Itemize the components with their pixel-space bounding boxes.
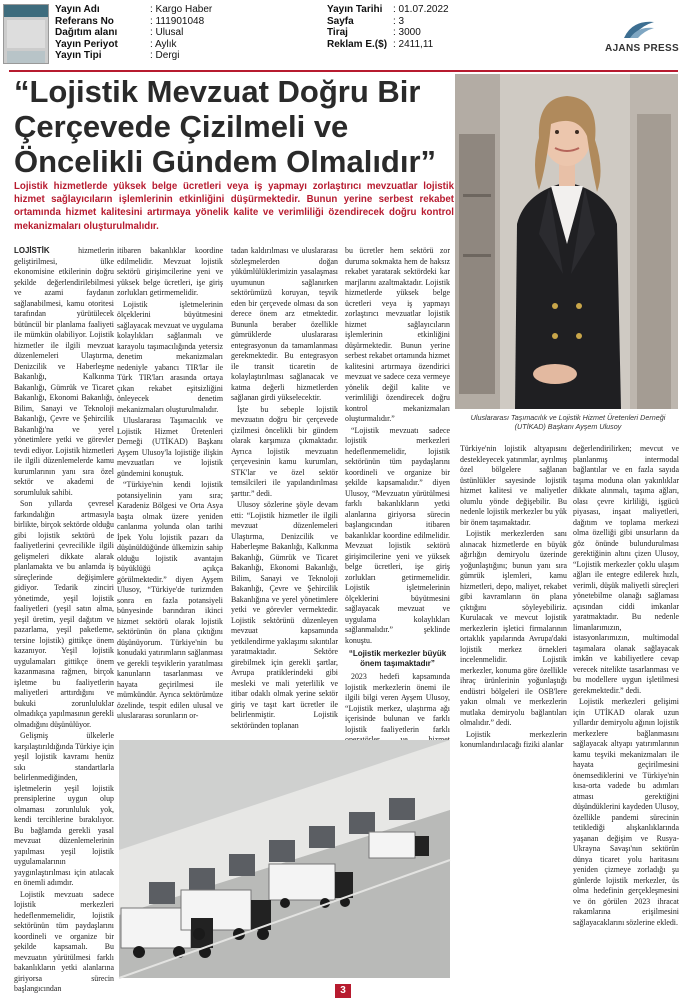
article-column-3 bbox=[231, 246, 338, 730]
meta-value: : 01.07.2022 bbox=[393, 4, 449, 15]
meta-value: : 3000 bbox=[393, 27, 421, 38]
paragraph: İşte bu sebeple lojistik mevzuatın doğru bir çerçevede çizilmesi öncelikli bir gündem olarak karşımıza çıkmaktadır. Ayrıca lojistik mevzuatın çerçevesinin kamu kurumları, STK'lar ve özel sektör temsilcileri ile yapılandırılması şarttır.” dedi. bbox=[231, 404, 338, 498]
paragraph: Lojistik merkezlerden sanı alınacak hizmetlerde en büyük ağırlığın demiryolu üzerinde yoğunlaştığını; bunun yanı sıra gümrük işlemleri, kamu hizmetleri, depo, maliyet, rekabet gibi kavramların ön plana çıktığını söyleyebiliriz. Kurulacak ve mevcut lojistik merkezlerin işletici firmalarının ortaklık yapılarında Avrupa'daki lojistik merkez örnekleri incelenmelidir. Lojistik merkezler, konuma göre özellikle ihraç ürünlerinin yoğunlaştığı endüstri bölgeleri ile OSB'lere yakın olmalı ve merkezlerin mutlaka demiryolu bağlantıları olmalıdır.” dedi. bbox=[460, 529, 567, 727]
meta-value: : 3 bbox=[393, 15, 405, 27]
paragraph: Ulusoy sözlerine şöyle devam etti: “Lojistik hizmetler ile ilgili mevzuat düzenlemeleri Ulaştırma, Denizcilik ve Haberleşme Bakanlığı, Kalkınma Bakanlığı, Gümrük ve Ticaret Bakanlığı, Ekonomi Bakanlığı, Bilim, Sanayi ve Teknoloji Bakanlığı, Çevre ve Şehircilik Bakanlığına ve yerel yönetimlere yetki ve görevler vermektedir. Lojistik sektörünü düzenleyen mevzuat kapsamında yetkilendirme yaklaşımı sıkıntılar yaratmaktadır. Sektöre girebilmek için gerekli şartlar, Avrupa pratiklerindeki gibi mesleki ve mali yeterlilik ve itibar odaklı olmak yerine sektör giriş ve taşıt kart ücretler ile belirlenmiştir. Lojistik sektöründen toplanan bbox=[231, 500, 338, 730]
article-headline: “Lojistik Mevzuat Doğru Bir Çerçevede Çizilmeli ve Öncelikli Gündem Olmalıdır” bbox=[14, 74, 437, 179]
meta-key: Tiraj bbox=[327, 27, 348, 38]
paragraph: itibaren bakanlıklar koordine edilmelidir. Mevzuat lojistik sektörü girişimcilerine yeni ve yüksek belge ücretleri, işe giriş zorlukları getirmemelidir. bbox=[117, 246, 223, 297]
article-column-5 bbox=[460, 444, 567, 992]
meta-key: Yayın Tipi bbox=[55, 50, 102, 61]
section-subhead: “Lojistik merkezler büyük önem taşımaktadır” bbox=[348, 649, 447, 668]
meta-key: Yayın Adı bbox=[55, 4, 100, 15]
paragraph: 2023 hedefi kapsamında lojistik merkezlerin önemi ile ilgili bilgi veren Ayşem Ulusoy, “Lojistik merkez, ulaştırma ağı içerisinde bulunan ve farklı lojistik faaliyetlerin farklı bbox=[345, 672, 450, 734]
paragraph: “Türkiye'nin kendi lojistik potansiyelinin yanı sıra; Karadeniz Bölgesi ve Orta Asya başta olmak üzere yeniden canlanma yolunda olan tarihi İpek Yolu lojistik pazarı da düşünüldüğünde ülkemizin sahip olduğu lojistik avantajın büyüklüğü açıkça görülmektedir.” diyen Ayşem Ulusoy, “Türkiye'de turizmden sonra en fazla potansiyeli bünyesinde barındıran ikinci hizmet sektörü olarak lojistik sektörünün ön plana çıktığını düşünüyorum. Türkiye'nin bu konudaki yatırımların sağlanması ve gerekli teşviklerin yaratılması kanunların tasarlanması ve hayata geçirilmesi ile mümkündür. Ayrıca sektörümüze özelinde, tespit edilen ulusal ve uluslararası sorunların or- bbox=[117, 480, 223, 720]
portrait-illustration bbox=[455, 74, 678, 409]
warehouse-illustration bbox=[119, 740, 450, 978]
red-top-rule bbox=[9, 70, 678, 72]
paragraph: Lojistik mevzuatı sadece lojistik merkezleri hedeflenmemelidir, lojistik sektörünün tüm paydaşlarını koordineli ve organize bir şekilde kapsamalı. Bu mevzuatın yürütülmesi farklı bakanlıkların yetki alanlarına giriyorsa sürecin başlangıcından bbox=[14, 889, 114, 993]
paragraph: bu ücretler hem sektörü zor duruma sokmakta hem de haksız rekabet yaratarak sektördeki kar marjlarını azaltmaktadır. Lojistik hizmetlerde yüksek belge ücretleri veya iş yapmayı zorlaştırıcı mevzuatlar lojistik hizmet sağlayıcıların işlemlerinin etkinliğini düşürmektedir. Bunun yerine serbest rekabet ortamında hizmet kalitesini artırmaya özendirici mevzuat ve sadece ceza vermeye yönelik değil kalite ve verimliliği özendirecek doğru kontrol mekanizmaları oluşturmalıdır.” bbox=[345, 246, 450, 423]
meta-value: : Aylık bbox=[150, 38, 177, 50]
paragraph: Gelişmiş ülkelerle karşılaştırıldığında Türkiye için yeşil lojistik kavramı henüz sıkı standartlarla belirlenmediğinden, işletmelerin yeşil lojistik prensiplerine uygun olup olmaması zorunluluk yok, kendi tercihlerine bırakılıyor. Bu bağlamda gerekli yasal mevzuat düzenlemelerinin yapılması yeşil lojistik uygulamalarının yaygınlaştırılması için atılacak en önemli adımdır. bbox=[14, 731, 114, 887]
meta-value: : Kargo Haber bbox=[150, 4, 213, 15]
paragraph: Lojistik merkezlerin konumlandırılacağı fiziki alanlar bbox=[460, 729, 567, 749]
magazine-cover-thumbnail bbox=[3, 4, 49, 64]
meta-value: : 111901048 bbox=[150, 15, 205, 27]
warehouse-trucks-photo bbox=[119, 740, 450, 978]
paragraph: Son yıllarda çevresel farkındalığın artmasıyla birlikte, birçok sektörde olduğu gibi lojistik sektörü de faaliyetlerini çevrecilikle ilgili gelişmeleri dikkate alarak planlamakta ve bu anlamda iş süreçlerinde değişimlere gidiyor. Tedarik zinciri yönetimde, yeşil lojistik faaliyetleri (yeşil satın alma, yeşil üretim, yeşil dağıtım ve pazarlama, yeşil paketleme, tersine lojistik) gittikçe önem kazanıyor. Yeşil lojistik uygulamaları gittikçe önem kazanmasına rağmen, birçok işletme bu faaliyetlerin maliyetleri arttırdığını ve bukuki zorunluluklar olmadıkça yapılmasının gerekli olmadığını düşünülüyor. bbox=[14, 499, 114, 729]
portrait-photo bbox=[455, 74, 678, 409]
paragraph: tadan kaldırılması ve uluslararası sözleşmelerden doğan yükümlülüklerimizin yasalaşması uyumunun sağlanırken sektörümüzü koruyan, teşvik eden bir çerçevede olması da son derece önem arz etmektedir. Bununla beraber özellikle gümrüklerde uluslararası entegrasyonun da tamamlanması gerekmektedir. Bu entegrasyon ile transit ticaretin de kolaylaştırılması sağlanacak ve katma değerli hizmetlerden sağlanan girdi yükselecektir. bbox=[231, 246, 338, 402]
paragraph: Lojistik merkezleri gelişimi için UTİKAD olarak uzun yıllardır demiryolu ağının lojistik merkezlere bağlanmasını sağlayacak altyapı yatırımlarının kamu teşviki mekanizmaları ile hayata geçirilmesini önemsediklerini ve Türkiye'nin kısa-orta vadede bu adımları atması gerektiğini düşündüklerini kaydeden Ulusoy, özellikle pandemi sürecinin tetiklediği alışkanlıklarında yaşanan değişim ve Rusya-Ukrayna Savaşı'nın sektörün dünya ticaret yolu haritasını yeniden çizmeye zorladığı şu günlerde lojistik merkezler, üs olma hedefinin gerçekleşmesini ve ön görülen 2023 ihracat rakamlarına erişilmesini sağlayacaklarını sözlerine ekledi. bbox=[573, 697, 679, 927]
paragraph-text: hizmetlerin geliştirilmesi, ülke ekonomisine etkilerinin doğru şekilde değerlendirilebilmesi ve azami faydanın sağlanabilmesi, kamu otoritesi tarafından yürütülecek bütüncül bir planlama faaliyeti ile mümkün olabiliyor. Lojistik hizmetler ile ilgili mevzuat düzenlemeleri Ulaştırma, Denizcilik ve Haberleşme Bakanlığı, Kalkınma Bakanlığı, Gümrük ve Ticaret Bakanlığı, Ekonomi Bakanlığı, Bilim, Sanayi ve Teknoloji Bakanlığı, Çevre ve Şehircilik Bakanlığı'na ve yerel yönetimlere yetki ve görevler tevdi ediyor. Lojistik hizmetleri ile ilgili düzenlemelerde kamu kurumlarının yanı sıra özel sektör ve akademi de sorumluluk sahibi. bbox=[14, 246, 114, 497]
ajans-press-logo bbox=[600, 18, 684, 58]
meta-key: Sayfa bbox=[327, 15, 354, 27]
press-clipping-header bbox=[0, 0, 687, 68]
meta-key: Yayın Periyot bbox=[55, 38, 118, 50]
paragraph: Uluslararası Taşımacılık ve Lojistik Hizmet Üretenleri Derneği (UTİKAD) Başkanı Ayşem Ulusoy'la lojistiğe ilişkin mevzuatları ve lojistik gündemini konuştuk. bbox=[117, 416, 223, 478]
meta-value: : Dergi bbox=[150, 50, 180, 61]
paragraph bbox=[14, 246, 114, 498]
paragraph: “Lojistik mevzuatı sadece lojistik merkezleri hedeflenmemelidir, lojistik sektörünün tüm paydaşlarını koordineli ve organize bir şekilde kapsamalıdır.” diyen Ulusoy, “Mevzuatın yürütülmesi farklı bakanlıkların yetki alanlarına giriyorsa sürecin başlangıcından itibaren bakanlıklar koordine edilmelidir. Mevzuat lojistik sektörü girişimcilerine yeni ve yüksek belge ücretleri, işe giriş zorlukları getirmemelidir. Lojistik işletmelerinin ölçeklerini büyütmesini sağlayacak mevzuat ve uygulama kolaylıkları sağlanmalıdır.” şeklinde konuştu. bbox=[345, 425, 450, 645]
clipping-meta-right bbox=[327, 4, 449, 50]
ajans-press-logo-icon bbox=[622, 18, 656, 40]
meta-value: : Ulusal bbox=[150, 27, 184, 38]
page-number: 3 bbox=[335, 984, 351, 998]
meta-key: Yayın Tarihi bbox=[327, 4, 383, 15]
lead-word: LOJİSTİK bbox=[14, 246, 50, 255]
photo-caption: Uluslararası Taşımacılık ve Lojistik Hizmet Üretenleri Derneği (UTİKAD) Başkanı Ayşem Ulusoy bbox=[470, 413, 666, 432]
paragraph: Türkiye'nin lojistik altyapısını destekleyecek yatırımlar, ayrılmış özel bölgelere sağlanan üstünlükler sayesinde lojistik hizmet kalitesi ve maliyetler olumlu yönde değişebilir. Bu nedenle lojistik merkezler bu yük bir önem taşımaktadır. bbox=[460, 444, 567, 527]
meta-key: Dağıtım alanı bbox=[55, 27, 118, 38]
paragraph: değerlendirilirken; mevcut ve planlanmış intermodal bağlantılar ve en fazla sayıda taşıma moduna olan yakınlıklar dikkate alınmalı, taşıma ağları, olası çevre kirliliği, işgücü piyasası, inşaat maliyetleri, dağıtım ve toplama merkezi olma özelliği gibi unsurların da göz önünde bulundurulması gerektiğinin altını çizen Ulusoy, “Lojistik merkezler çoklu ulaşım ağları ile entegre edilerek hızlı, verimli, düşük maliyetli süreçleri yönetebilme olanağı sağlaması açısından ciddi imkanlar yaratmaktadır. Bu nedenle limanlarımızın, istasyonlarımızın, multimodal taşımalara olanak sağlayacak imkân ve kabiliyetlere cevap verecek nitelikte tasarlanması ve bu modellere uygun işletilmesi gerekmektedir.” dedi. bbox=[573, 444, 679, 695]
meta-key: Referans No bbox=[55, 15, 114, 27]
article-lead: Lojistik hizmetlerde yüksek belge ücretleri veya iş yapmayı zorlaştırıcı mevzuatlar lojistik hizmet sağlayıcıların işlemlerinin etkinliğini düşürmektedir. Bunun yerine serbest rekabet ortamında hizmet kalitesini artırmaya yönelik kalite ve verimliliği özendirecek doğru kontrol mekanizmaları oluşturulmalıdır. bbox=[14, 181, 454, 232]
article-column-6 bbox=[573, 444, 679, 992]
clipping-meta-left bbox=[55, 4, 212, 62]
meta-key: Reklam E.($) bbox=[327, 38, 388, 50]
article-column-1 bbox=[14, 246, 114, 992]
logo-text: AJANS PRESS bbox=[605, 43, 679, 54]
meta-value: : 2411,11 bbox=[393, 38, 434, 50]
paragraph: Lojistik işletmelerinin ölçeklerini büyütmesini sağlayacak mevzuat ve uygulama kolaylıkları sağlanmalı ve karayolu taşımacılığında yetersiz denetim mekanizmaları nedeniyle yabancı TIR'lar ile Türk TIR'ları arasında ortaya çıkan rekabet eşitsizliğini önleyecek denetim mekanizmaları oluşturulmalıdır. bbox=[117, 299, 223, 414]
